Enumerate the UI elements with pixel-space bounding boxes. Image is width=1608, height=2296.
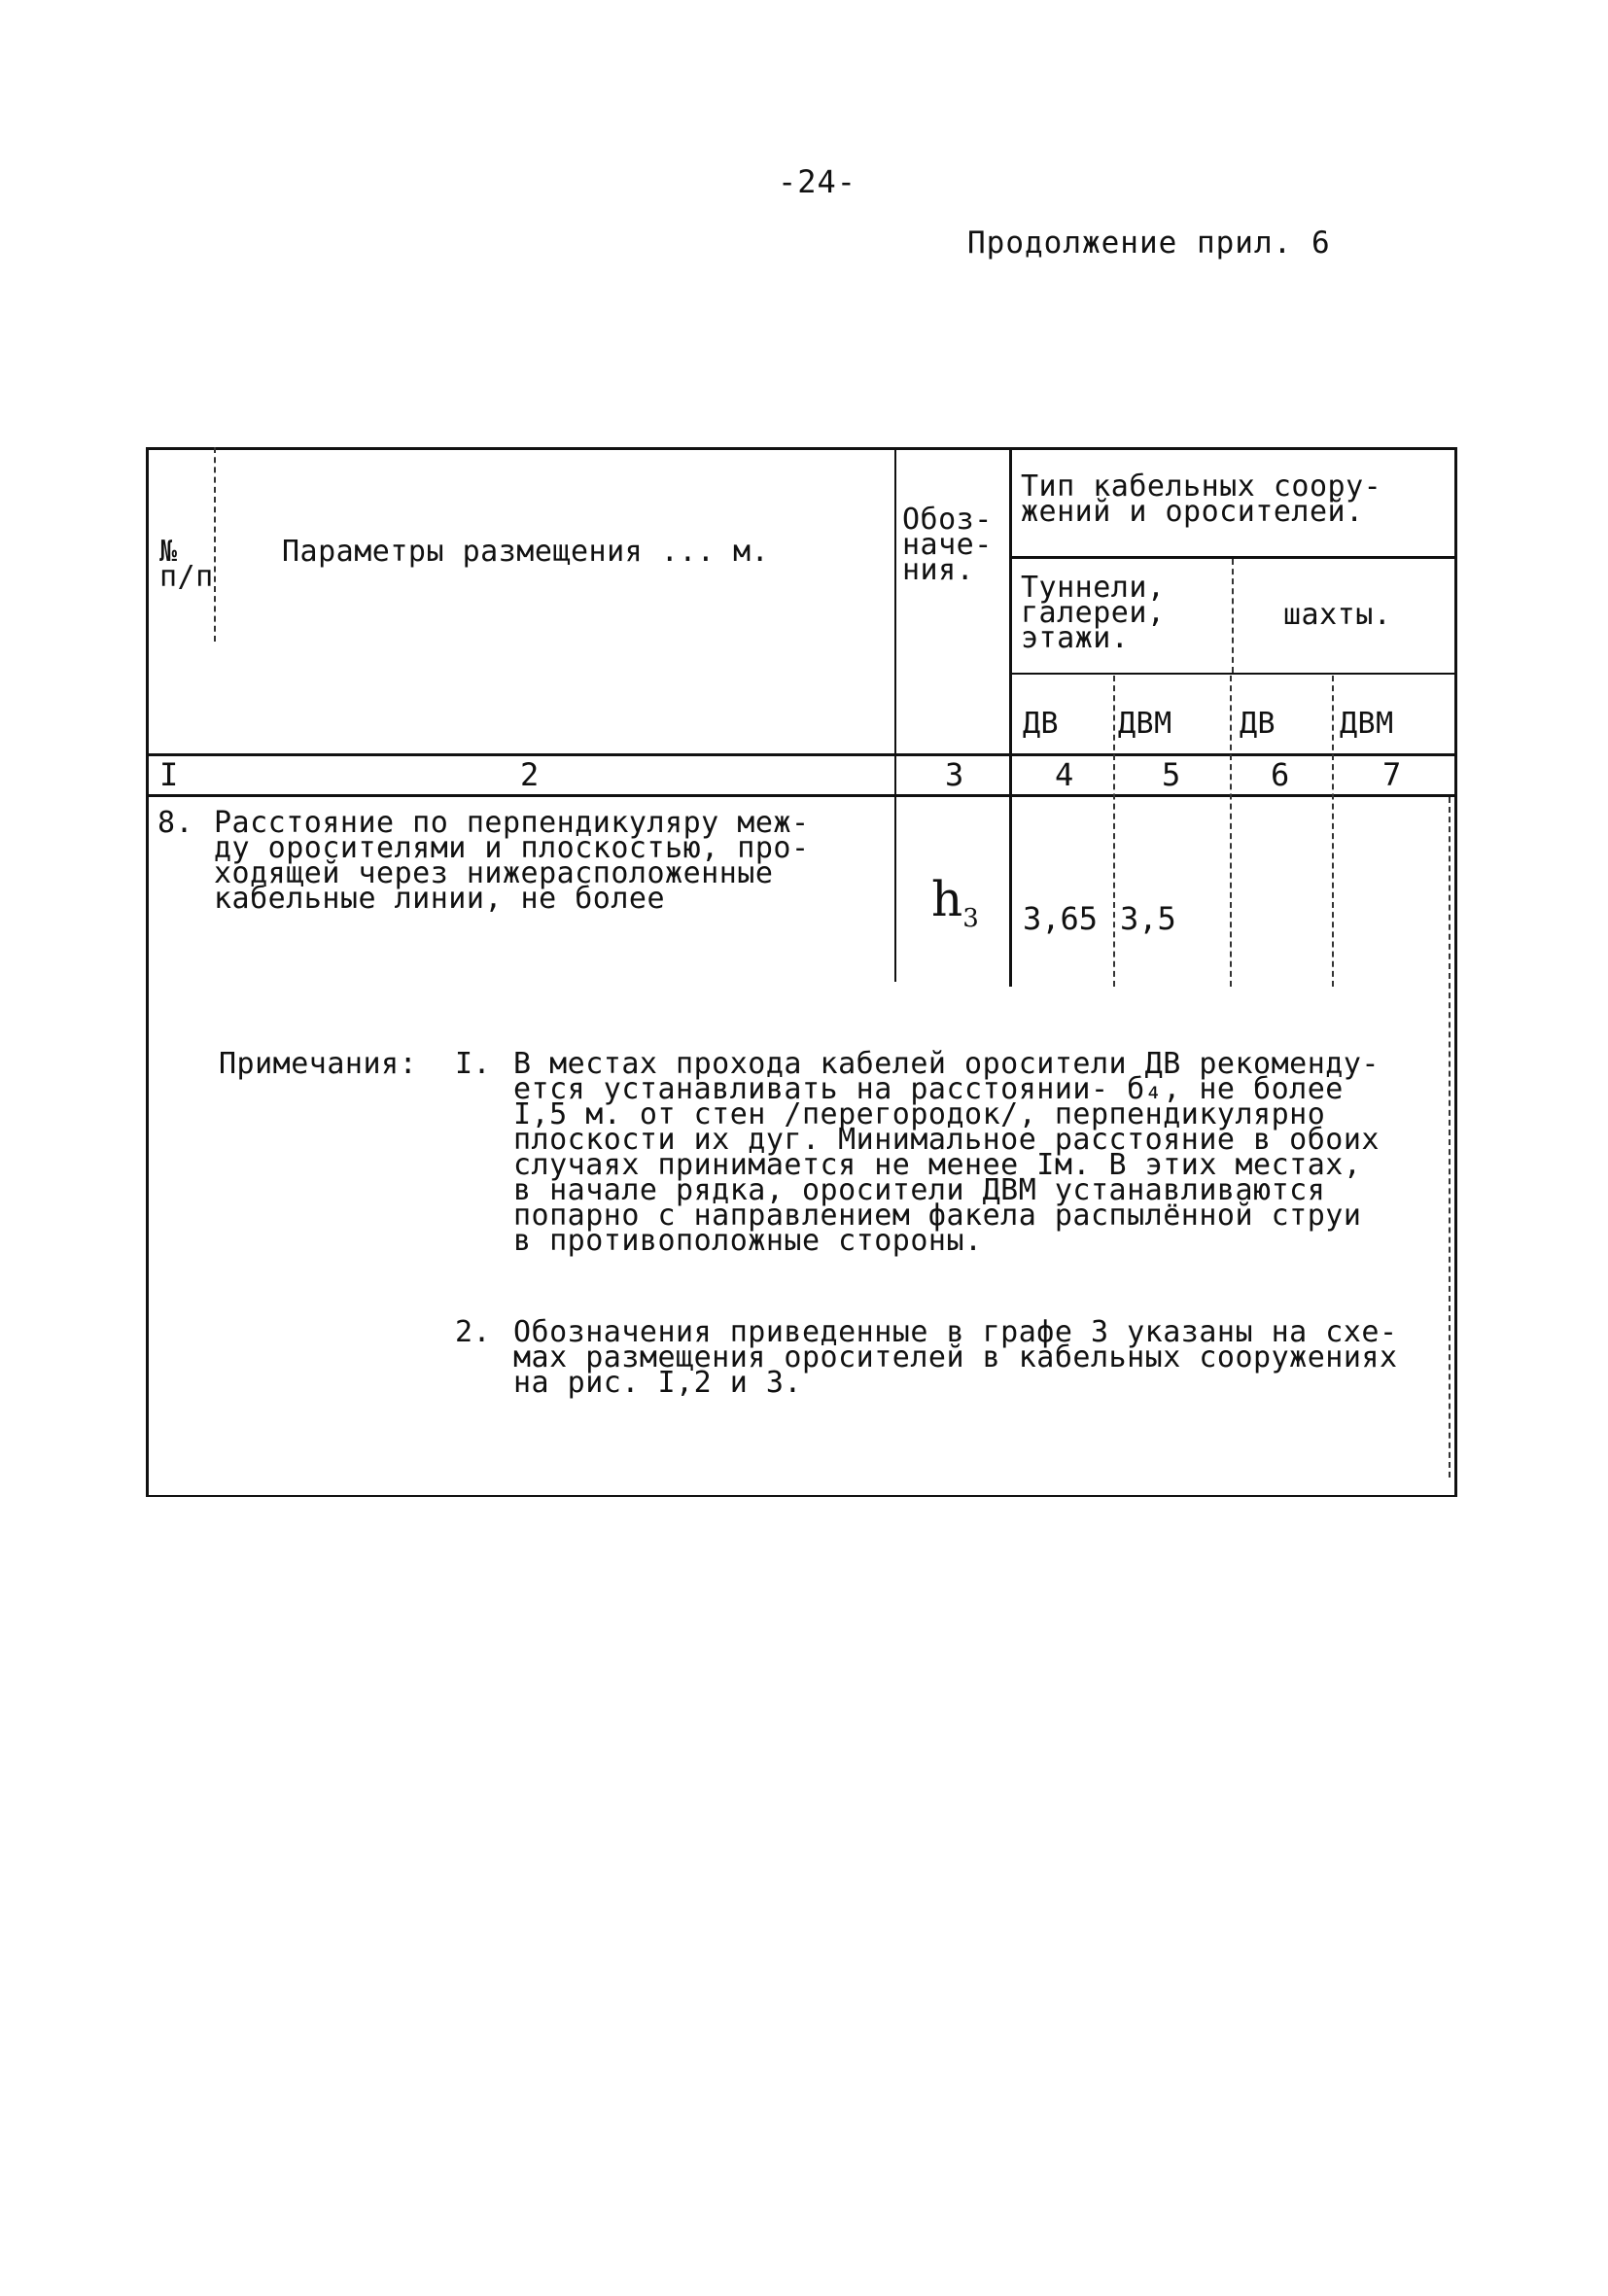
note-1-number: I.: [455, 1047, 492, 1081]
divider-col2-col3: [894, 447, 896, 982]
table-bottom-border: [146, 1495, 1456, 1497]
row-tunnels-dvm: 3,5: [1120, 900, 1176, 937]
note-2-number: 2.: [455, 1315, 492, 1349]
right-dashed-extension: [1449, 797, 1451, 1478]
header-structure-type: Тип кабельных соору- жений и оросителей.: [1021, 470, 1382, 529]
header-dvm-shafts: ДВМ: [1340, 707, 1394, 741]
header-bottom-line: [146, 753, 1456, 756]
column-number-3: 3: [945, 756, 964, 793]
divider-col6-col7: [1332, 676, 1334, 987]
row-tunnels-dv: 3,65: [1023, 900, 1099, 937]
table-top-border: [146, 447, 1456, 450]
column-number-7: 7: [1382, 756, 1402, 793]
note-2-text: Обозначения приведенные в графе 3 указаны на схе- мах размещения оросителей в кабельных сооружениях на рис. I,2 и 3.: [513, 1315, 1398, 1400]
table-right-border: [1454, 447, 1457, 1497]
header-tunnels: Туннели, галереи, этажи.: [1021, 571, 1166, 655]
header-shafts: шахты.: [1283, 598, 1392, 632]
column-number-5: 5: [1162, 756, 1181, 793]
header-dv-tunnels: ДВ: [1023, 707, 1060, 741]
page-number: -24-: [778, 163, 857, 200]
header-group-underline: [1009, 673, 1456, 675]
header-parameters: Параметры размещения ... м.: [282, 535, 770, 569]
header-dvm-tunnels: ДВМ: [1118, 707, 1172, 741]
row-parameter: Расстояние по перпендикуляру меж- ду оросителями и плоскостью, про- ходящей через нижерасположенные кабельные линии, не более: [214, 806, 810, 916]
divider-col3-col4: [1009, 447, 1012, 987]
divider-col4-col5: [1113, 676, 1115, 987]
row-symbol: $h_3$: [931, 871, 979, 933]
notes-label: Примечания:: [219, 1047, 418, 1081]
divider-tunnels-shafts: [1232, 559, 1234, 673]
header-dv-shafts: ДВ: [1240, 707, 1276, 741]
column-number-6: 6: [1271, 756, 1290, 793]
row-number: 8.: [157, 806, 194, 840]
header-number: № п/п: [159, 535, 214, 594]
header-symbols: Обоз- наче- ния.: [902, 503, 993, 587]
divider-col5-col6: [1230, 676, 1232, 987]
column-numbers-bottom-line: [146, 794, 1456, 797]
note-1-text: В местах прохода кабелей оросители ДВ рекоменду- ется устанавливать на расстоянии- б₄, не более I,5 м. от стен /перегородок/, перпендикулярно плоскости их дуг. Минимальное расстояние в обоих случаях принимается не менее Iм. В этих местах, в начале рядка, оросители ДВМ устанавливаются попарно с направлением факела распылённой струи в противоположные стороны.: [513, 1047, 1380, 1258]
parameters-table: [146, 447, 1458, 1497]
column-number-1: I: [159, 756, 179, 793]
continuation-label: Продолжение прил. 6: [967, 226, 1331, 261]
table-left-border: [146, 447, 149, 1497]
column-number-2: 2: [520, 756, 540, 793]
column-number-4: 4: [1055, 756, 1074, 793]
divider-col1-col2: [214, 447, 216, 642]
